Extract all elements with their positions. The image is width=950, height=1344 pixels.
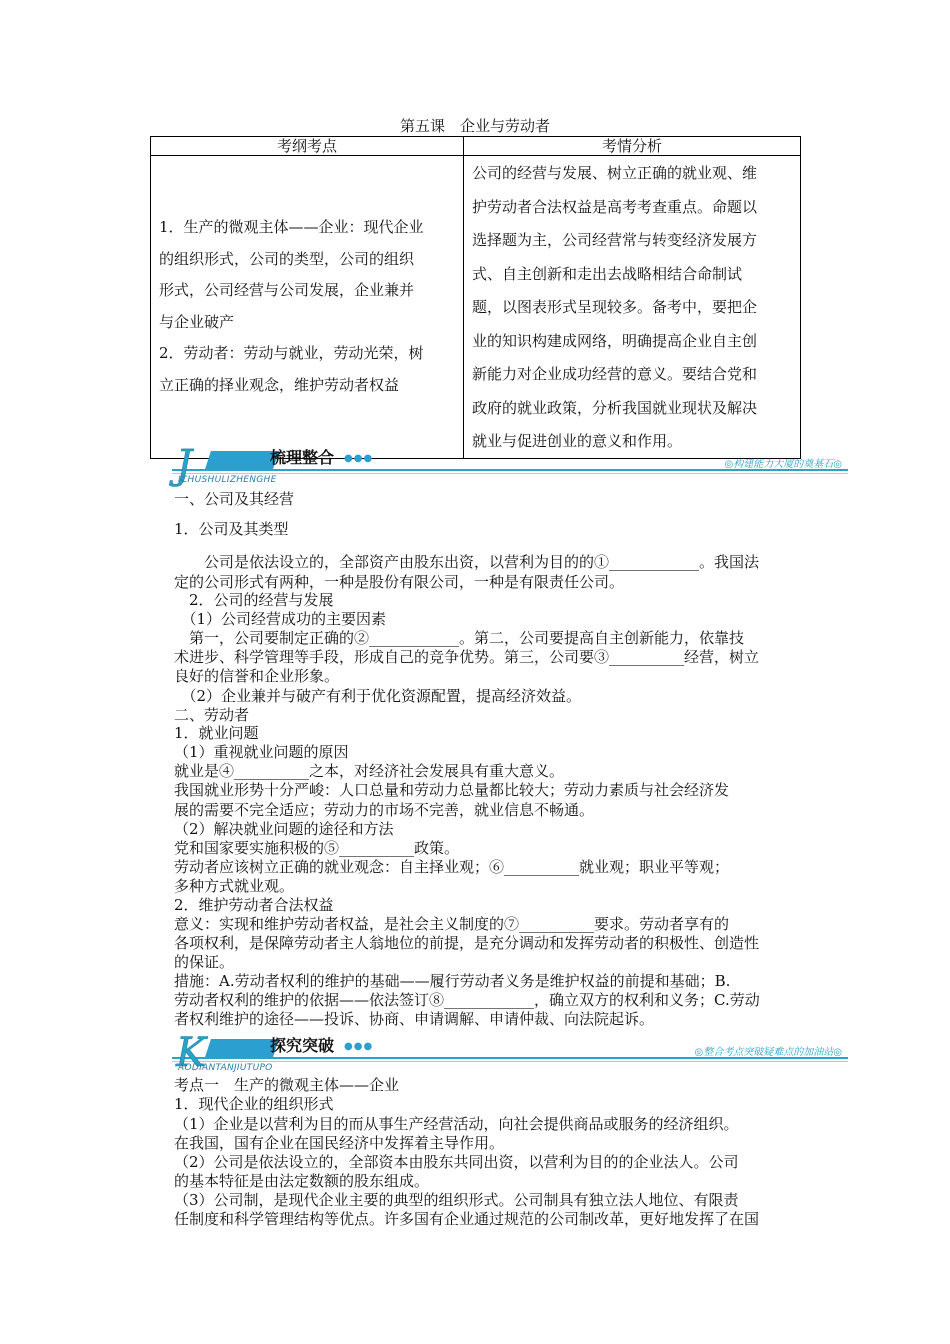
body-line: 良好的信誉和企业形象。 xyxy=(174,667,340,685)
body-line: （2）企业兼并与破产有利于优化资源配置，提高经济效益。 xyxy=(174,687,582,705)
lesson-title: 第五课 企业与劳动者 xyxy=(399,117,550,135)
banner-slogan: ◎构建能力大厦的奠基石◎ xyxy=(724,459,842,470)
analysis-line: 新能力对企业成功经营的意义。要结合党和 xyxy=(472,365,758,383)
banner-title: 探究突破 xyxy=(270,1036,335,1055)
body-line: 劳动者应该树立正确的就业观念：自主择业观；⑥__________就业观；职业平等观； xyxy=(174,858,730,876)
body-line: 一、公司及其经营 xyxy=(174,490,295,508)
analysis-line: 护劳动者合法权益是高考考查重点。命题以 xyxy=(472,197,758,216)
banner-rule-thin xyxy=(172,473,848,474)
body-line: 展的需要不完全适应；劳动力的市场不完善，就业信息不畅通。 xyxy=(174,801,595,819)
body-line: 我国就业形势十分严峻：人口总量和劳动力总量都比较大；劳动力素质与社会经济发 xyxy=(174,781,730,799)
body-line: 劳动者权利的维护的依据——依法签订⑧____________，确立双方的权利和义务；C.劳动 xyxy=(174,991,760,1009)
analysis-line: 政府的就业政策，分析我国就业现状及解决 xyxy=(472,398,758,417)
banner-initial-letter: J xyxy=(176,442,193,488)
body-line: 的保证。 xyxy=(174,953,235,971)
outline-table xyxy=(150,136,801,459)
body-line: 第一，公司要制定正确的②____________。第二，公司要提高自主创新能力，依靠技 xyxy=(174,629,745,647)
body-line: 党和国家要实施积极的⑤__________政策。 xyxy=(174,839,460,857)
body-line: 各项权利，是保障劳动者主人翁地位的前提，是充分调动和发挥劳动者的积极性、创造性 xyxy=(174,934,760,952)
banner-rule-thin xyxy=(172,1061,848,1062)
banner-initial-letter: K xyxy=(176,1030,206,1076)
analysis-line: 业的知识构建成网络，明确提高企业自主创 xyxy=(472,331,758,350)
body-line: （1）重视就业问题的原因 xyxy=(174,743,349,761)
body-line: 1．公司及其类型 xyxy=(174,520,289,538)
body-line: 就业是④__________之本，对经济社会发展具有重大意义。 xyxy=(174,762,565,780)
body-line: （1）企业是以营利为目的而从事生产经营活动，向社会提供商品或服务的经济组织。 xyxy=(174,1115,739,1133)
banner-slogan: ◎整合考点突破疑难点的加油站◎ xyxy=(694,1047,842,1058)
syllabus-line: 形式，公司经营与公司发展，企业兼并 xyxy=(159,281,415,300)
body-line: 2．维护劳动者合法权益 xyxy=(174,896,334,914)
syllabus-cell xyxy=(151,156,464,459)
body-line: 的基本特征是由法定数额的股东组成。 xyxy=(174,1172,430,1190)
banner-pinyin: AODIANTANJIUTUPO xyxy=(178,1063,273,1073)
section-banner-review xyxy=(172,442,852,491)
banner-dots-icon: ●●● xyxy=(344,453,374,464)
analysis-line: 就业与促进创业的意义和作用。 xyxy=(472,432,683,450)
table-header-syllabus: 考纲考点 xyxy=(151,137,464,156)
body-line: 定的公司形式有两种，一种是股份有限公司，一种是有限责任公司。 xyxy=(174,573,625,591)
body-line: 在我国，国有企业在国民经济中发挥着主导作用。 xyxy=(174,1134,505,1152)
body-line: 考点一 生产的微观主体——企业 xyxy=(174,1076,400,1094)
analysis-line: 选择题为主，公司经营常与转变经济发展方 xyxy=(472,231,758,249)
table-header-analysis: 考情分析 xyxy=(464,137,801,156)
body-line: （2）公司是依法设立的，全部资本由股东共同出资，以营利为目的的企业法人。公司 xyxy=(174,1153,739,1171)
body-line: （2）解决就业问题的途径和方法 xyxy=(174,820,394,838)
analysis-cell xyxy=(464,156,801,459)
body-line: 多种方式就业观。 xyxy=(174,877,295,895)
banner-pinyin: ICHUSHULIZHENGHE xyxy=(178,475,277,485)
analysis-line: 题，以图表形式呈现较多。备考中，要把企 xyxy=(472,298,758,316)
section-banner-explore xyxy=(172,1030,852,1079)
body-line: （1）公司经营成功的主要因素 xyxy=(174,610,387,628)
body-line: 术进步、科学管理等手段，形成自己的竞争优势。第三，公司要③__________经营，树立 xyxy=(174,648,760,666)
syllabus-line: 1．生产的微观主体——企业：现代企业 xyxy=(159,218,424,237)
body-line: 任制度和科学管理结构等优点。许多国有企业通过规范的公司制改革，更好地发挥了在国 xyxy=(174,1210,760,1228)
body-line: 公司是依法设立的，全部资产由股东出资，以营利为目的的①____________。我国法 xyxy=(174,553,760,571)
analysis-line: 公司的经营与发展、树立正确的就业观、维 xyxy=(472,164,758,182)
syllabus-line: 2．劳动者：劳动与就业，劳动光荣，树 xyxy=(159,344,424,363)
body-line: 二、劳动者 xyxy=(174,706,250,724)
body-line: 意义：实现和维护劳动者权益，是社会主义制度的⑦__________要求。劳动者享有的 xyxy=(174,915,730,933)
syllabus-line: 立正确的择业观念，维护劳动者权益 xyxy=(159,375,400,394)
syllabus-line: 与企业破产 xyxy=(159,312,235,331)
body-line: （3）公司制，是现代企业主要的典型的组织形式。公司制具有独立法人地位、有限责 xyxy=(174,1191,739,1209)
body-line: 2．公司的经营与发展 xyxy=(174,591,334,609)
body-line: 1．现代企业的组织形式 xyxy=(174,1095,334,1113)
analysis-line: 式、自主创新和走出去战略相结合命制试 xyxy=(472,264,743,283)
syllabus-line: 的组织形式，公司的类型，公司的组织 xyxy=(159,249,415,268)
banner-dots-icon: ●●● xyxy=(344,1041,374,1052)
body-line: 1．就业问题 xyxy=(174,724,259,742)
body-line: 措施：A.劳动者权利的维护的基础——履行劳动者义务是维护权益的前提和基础；B. xyxy=(174,972,731,990)
body-line: 者权利维护的途径——投诉、协商、申请调解、申请仲裁、向法院起诉。 xyxy=(174,1010,655,1028)
banner-title: 梳理整合 xyxy=(270,448,335,467)
